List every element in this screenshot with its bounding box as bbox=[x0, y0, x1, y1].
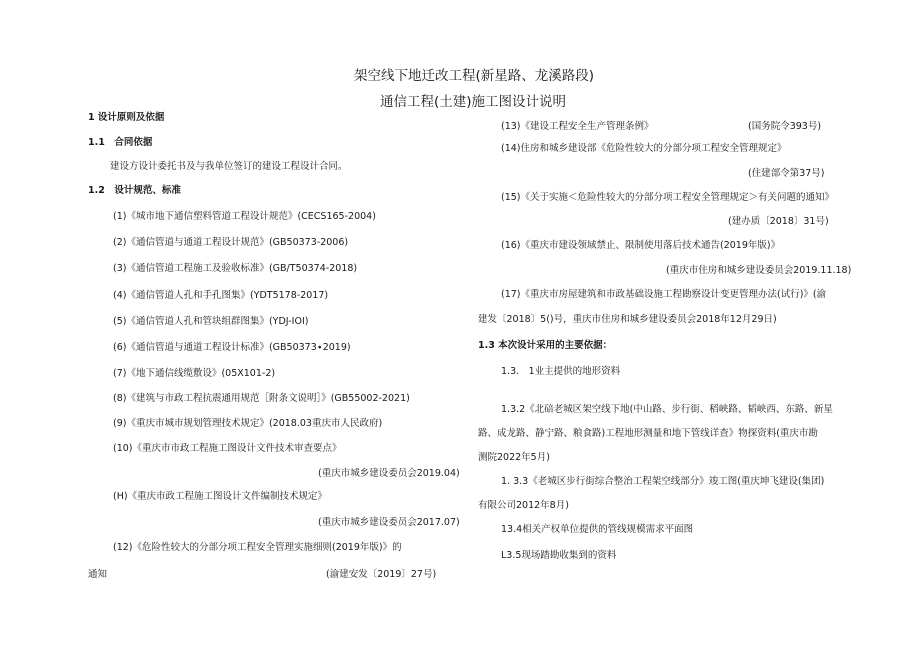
section-1-2-heading: 1.2 设计规范、标准 bbox=[88, 185, 181, 196]
spec-item-1: (1)《城市地下通信塑料管道工程设计规范》(CECS165-2004) bbox=[113, 211, 376, 222]
basis-1-3-5: L3.5现场踏勘收集到的资料 bbox=[501, 550, 617, 561]
section-1-heading: 1 设计原则及依据 bbox=[88, 112, 165, 123]
basis-1-3-4: 13.4相关产权单位提供的管线规模需求平面图 bbox=[501, 524, 694, 535]
section-1-3-heading: 1.3 本次设计采用的主要依据： bbox=[478, 340, 613, 351]
basis-1-3-3-line1: 1. 3.3《老城区步行街综合整治工程架空线部分》竣工图(重庆坤飞建设(集团) bbox=[501, 476, 825, 487]
spec-item-16: (16)《重庆市建设领域禁止、限制使用落后技术通告(2019年版)》 bbox=[501, 240, 781, 251]
spec-item-5: (5)《通信管道人孔和管块组群图集》(YDJ-IOI) bbox=[113, 316, 309, 327]
spec-item-13-source: (国务院令393号) bbox=[748, 121, 822, 132]
spec-item-11: (H)《重庆市政工程施工图设计文件编制技术规定》 bbox=[113, 491, 328, 502]
doc-title-line1: 架空线下地迁改工程(新星路、龙溪路段) bbox=[354, 68, 595, 84]
spec-item-13: (13)《建设工程安全生产管理条例》 bbox=[501, 121, 654, 132]
basis-1-3-2-line1: 1.3.2《北碚老城区架空线下地(中山路、步行街、稻峡路、韬峡西、东路、新星 bbox=[501, 404, 833, 415]
spec-item-14-source: (住建部令第37号) bbox=[748, 168, 825, 179]
basis-1-3-2-line2: 路、成龙路、静宁路、粮食路)工程地形测量和地下管线详查》物探资料(重庆市勘 bbox=[478, 428, 818, 439]
spec-item-10: (10)《重庆市市政工程施工图设计文件技术审查要点》 bbox=[113, 443, 342, 454]
section-1-1-heading: 1.1 合同依据 bbox=[88, 137, 153, 148]
spec-item-9: (9)《重庆市城市规划管理技术规定》(2018.03重庆市人民政府) bbox=[113, 418, 383, 429]
spec-item-3: (3)《通信管道工程施工及验收标准》(GB/T50374-2018) bbox=[113, 263, 358, 274]
basis-1-3-1: 1.3. 1业主提供的地形资料 bbox=[501, 366, 621, 377]
section-1-1-text: 建设方设计委托书及与我单位签订的建设工程设计合同。 bbox=[110, 161, 348, 172]
spec-item-16-source: (重庆市住房和城乡建设委员会2019.11.18) bbox=[666, 265, 852, 276]
spec-item-15-source: (建办质〔2018〕31号) bbox=[728, 216, 829, 227]
doc-title-line2: 通信工程(土建)施工图设计说明 bbox=[380, 94, 567, 110]
spec-item-10-source: (重庆市城乡建设委员会2019.04) bbox=[318, 468, 460, 479]
basis-1-3-2-line3: 测院2022年5月) bbox=[478, 452, 550, 463]
spec-item-6: (6)《通信管道与通道工程设计标准》(GB50373∙2019) bbox=[113, 342, 351, 353]
spec-item-8: (8)《建筑与市政工程抗震通用规范［附条文说明］》(GB55002-2021) bbox=[113, 393, 410, 404]
spec-item-12-continuation: 通知 bbox=[88, 569, 108, 580]
spec-item-11-source: (重庆市城乡建设委员会2017.07) bbox=[318, 517, 460, 528]
spec-item-12: (12)《危险性较大的分部分项工程安全管理实施细则(2019年版)》的 bbox=[113, 542, 402, 553]
spec-item-7: (7)《地下通信线缆敷设》(05X101-2) bbox=[113, 368, 276, 379]
spec-item-15: (15)《关于实施＜危险性较大的分部分项工程安全管理规定＞有关问题的通知》 bbox=[501, 192, 835, 203]
spec-item-4: (4)《通信管道人孔和手孔图集》(YDT5178-2017) bbox=[113, 290, 329, 301]
basis-1-3-3-line2: 有限公司2012年8月) bbox=[478, 500, 569, 511]
spec-item-2: (2)《通信管道与通道工程设计规范》(GB50373-2006) bbox=[113, 237, 349, 248]
spec-item-12-source: (渝建安发〔2019〕27号) bbox=[326, 569, 437, 580]
spec-item-17-line1: (17)《重庆市房屋建筑和市政基础设施工程勘察设计变更管理办法(试行)》(渝 bbox=[501, 289, 827, 300]
spec-item-17-line2: 建发〔2018〕5()号，重庆市住房和城乡建设委员会2018年12月29日) bbox=[478, 314, 777, 325]
spec-item-14: (14)住房和城乡建设部《危险性较大的分部分项工程安全管理规定》 bbox=[501, 143, 787, 154]
